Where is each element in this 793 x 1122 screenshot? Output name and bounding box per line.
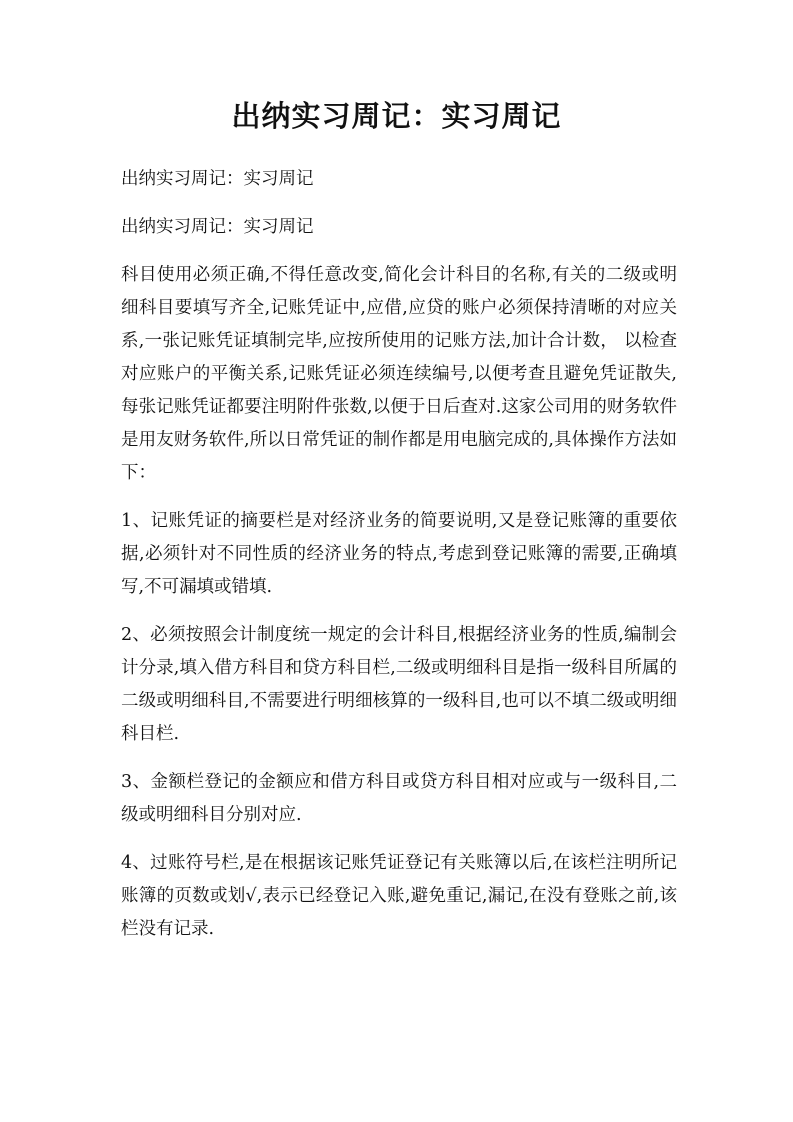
paragraph-subtitle-1: 出纳实习周记：实习周记 xyxy=(121,169,314,189)
paragraph-item-3: 3、金额栏登记的金额应和借方科目或贷方科目相对应或与一级科目,二级或明细科目分别对应. xyxy=(121,772,677,825)
paragraph-item-2: 2、必须按照会计制度统一规定的会计科目,根据经济业务的性质,编制会计分录,填入借方科目和贷方科目栏,二级或明细科目是指一级科目所属的二级或明细科目,不需要进行明细核算的一级科目,也可以不填二级或明细科目栏. xyxy=(121,625,677,744)
document-title: 出纳实习周记：实习周记 xyxy=(231,99,562,133)
paragraph-subtitle-2: 出纳实习周记：实习周记 xyxy=(121,217,314,237)
document-body xyxy=(121,163,677,961)
paragraph-item-4: 4、过账符号栏,是在根据该记账凭证登记有关账簿以后,在该栏注明所记账簿的页数或划√,表示已经登记入账,避免重记,漏记,在没有登账之前,该栏没有记录. xyxy=(121,853,677,939)
paragraph-intro: 科目使用必须正确,不得任意改变,简化会计科目的名称,有关的二级或明细科目要填写齐全,记账凭证中,应借,应贷的账户必须保持清晰的对应关系,一张记账凭证填制完毕,应按所使用的记账方法,加计合计数， 以检查对应账户的平衡关系,记账凭证必须连续编号,以便考查且避免凭证散失,每张记账凭证都要注明附件张数,以便于日后查对.这家公司用的财务软件是用友财务软件,所以日常凭证的制作都是用电脑完成的,具体操作方法如下： xyxy=(121,265,677,483)
paragraph-item-1: 1、记账凭证的摘要栏是对经济业务的简要说明,又是登记账簿的重要依据,必须针对不同性质的经济业务的特点,考虑到登记账簿的需要,正确填写,不可漏填或错填. xyxy=(121,511,677,597)
